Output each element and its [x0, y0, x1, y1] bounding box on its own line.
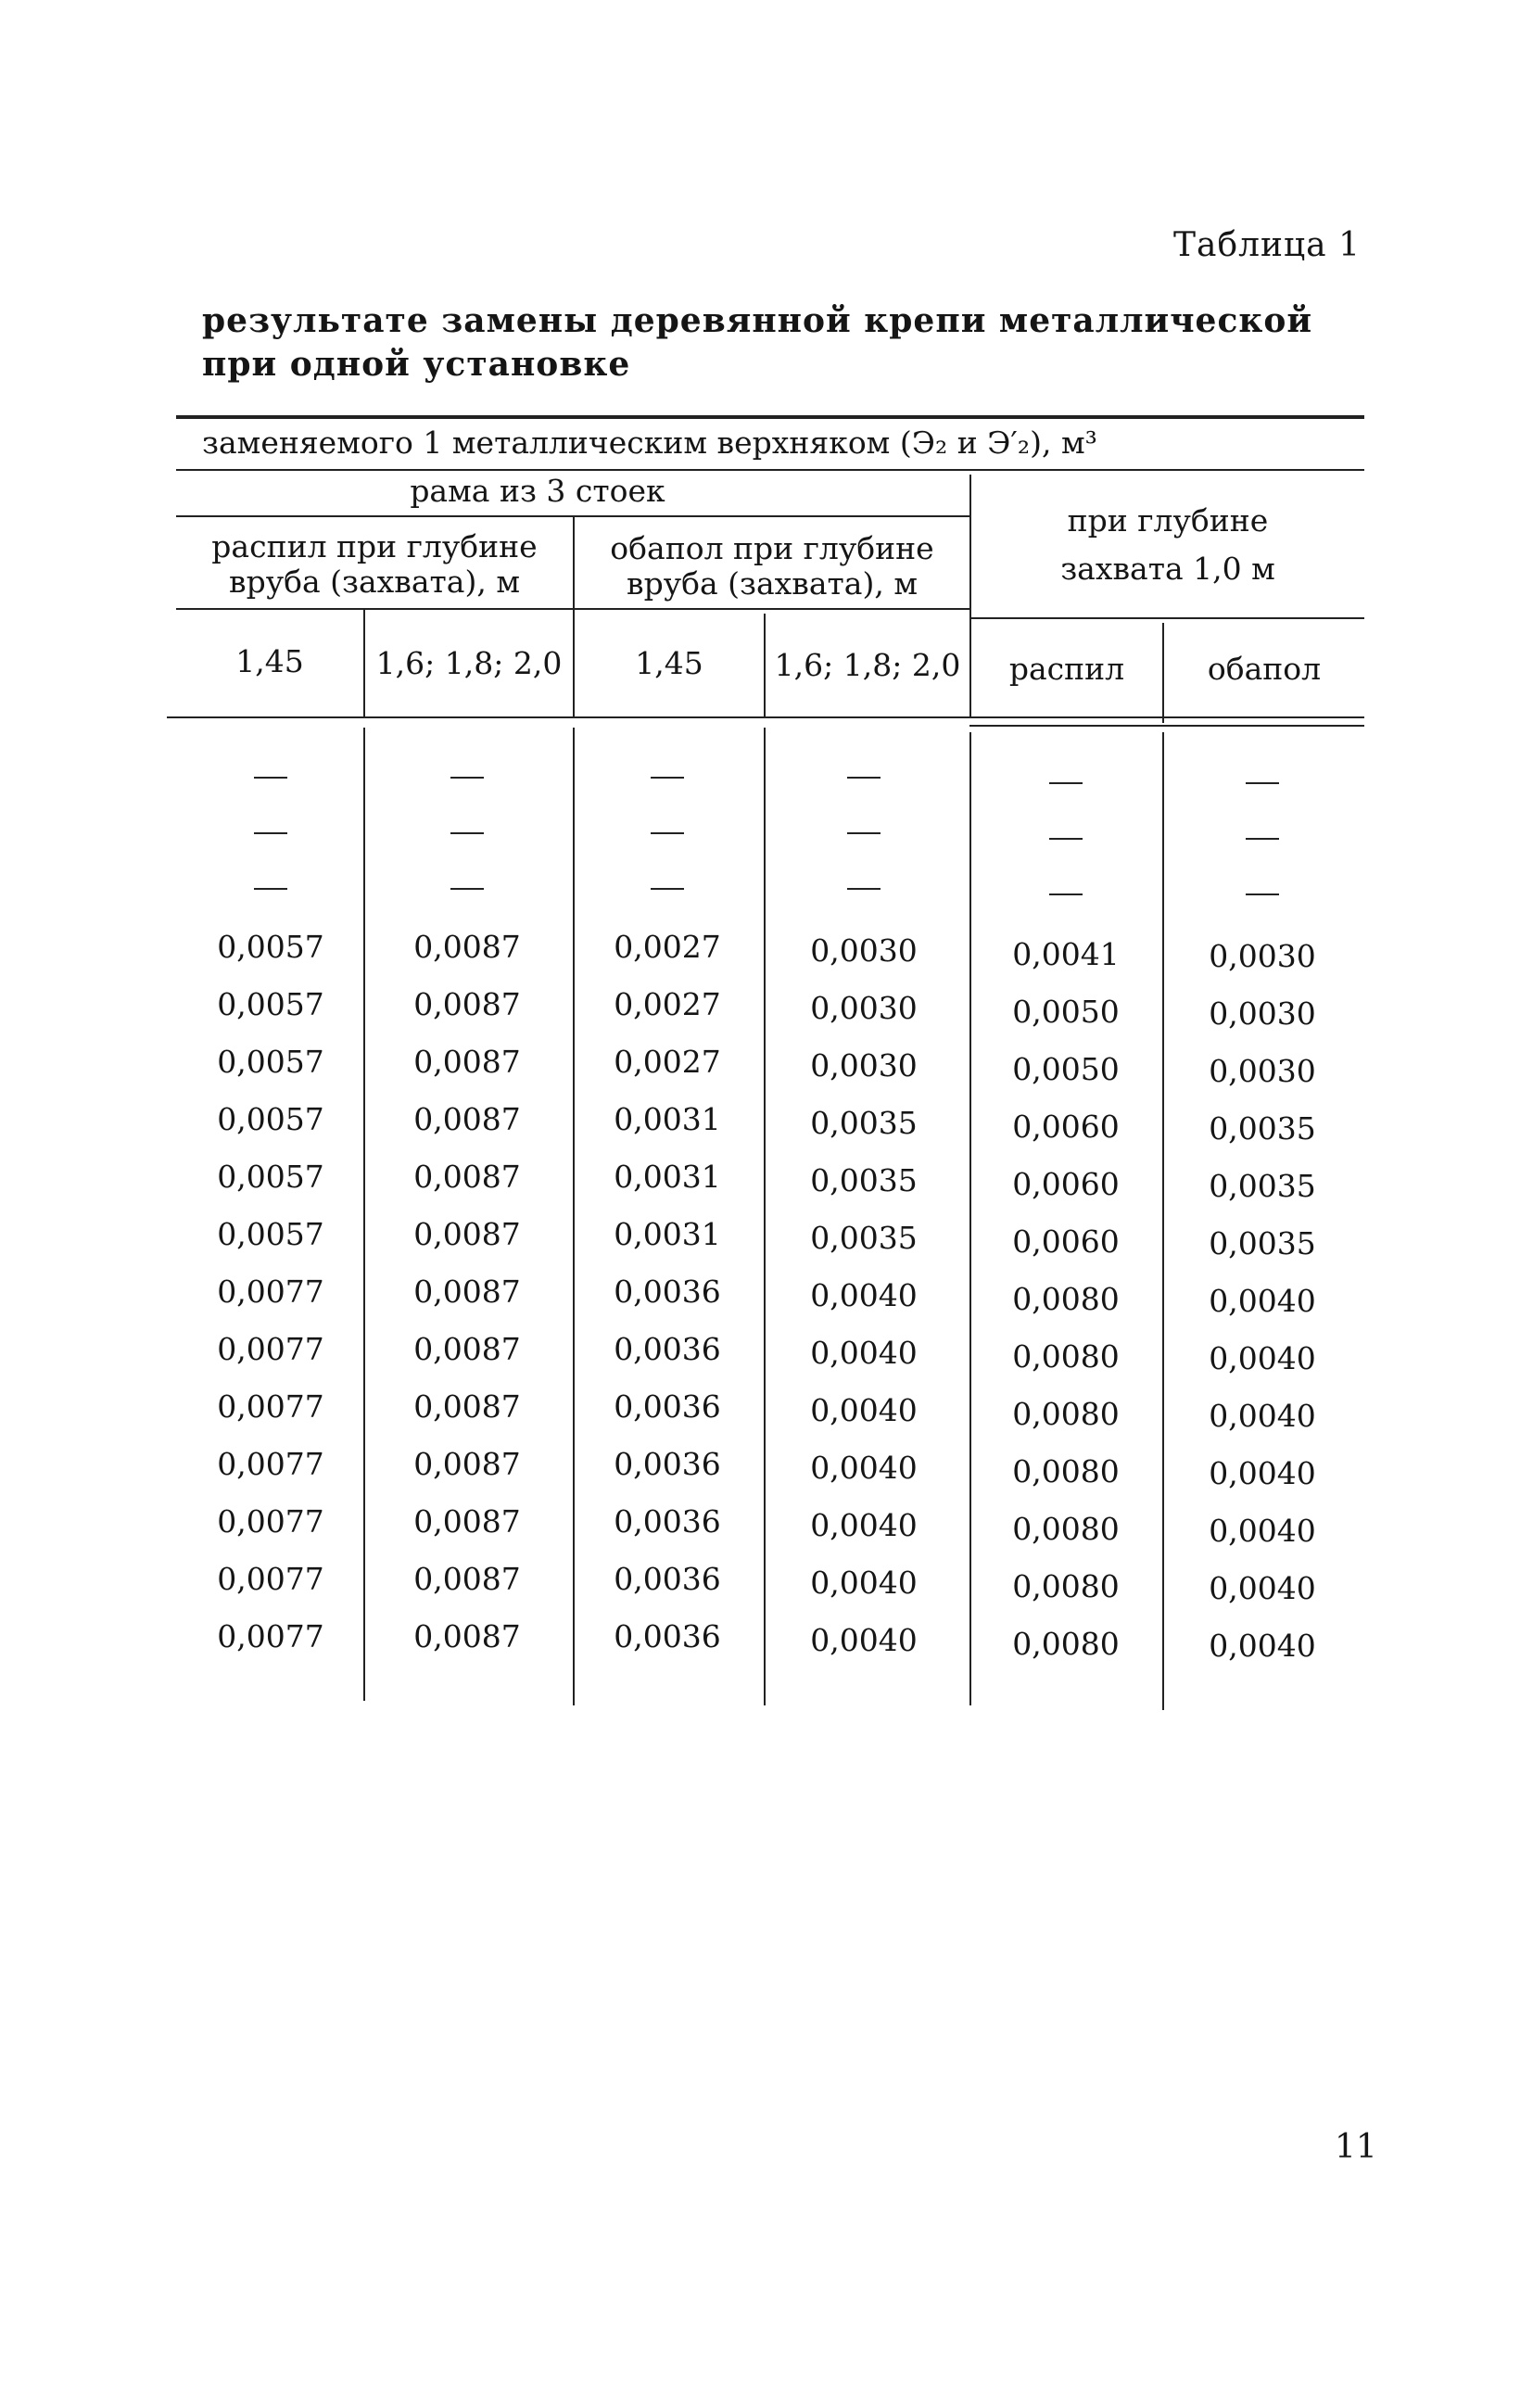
- table-cell: 0,0035: [1209, 1110, 1316, 1147]
- table-cell: 0,0030: [810, 932, 918, 969]
- column-header-5: распил: [1008, 651, 1125, 687]
- table-cell: 0,0036: [614, 1274, 721, 1310]
- header-frame-group: рама из 3 стоек: [410, 473, 665, 509]
- table-cell: 0,0040: [810, 1277, 918, 1313]
- table-cell: 0,0040: [810, 1565, 918, 1601]
- table-cell: 0,0087: [413, 1331, 521, 1367]
- column-header-6: обапол: [1207, 651, 1322, 687]
- column-divider-2-body: [573, 728, 575, 1705]
- empty-cell-dash: [1049, 893, 1083, 895]
- table-cell: 0,0080: [1012, 1396, 1120, 1432]
- empty-cell-dash: [847, 777, 881, 779]
- empty-cell-dash: [847, 832, 881, 834]
- table-cell: 0,0077: [217, 1331, 324, 1367]
- table-cell: 0,0087: [413, 1618, 521, 1654]
- table-cell: 0,0077: [217, 1618, 324, 1654]
- table-cell: 0,0050: [1012, 994, 1120, 1030]
- table-cell: 0,0027: [614, 986, 721, 1022]
- table-cell: 0,0036: [614, 1446, 721, 1482]
- table-cell: 0,0087: [413, 1216, 521, 1252]
- empty-cell-dash: [651, 777, 684, 779]
- table-cell: 0,0087: [413, 929, 521, 965]
- column-header-3: 1,45: [635, 645, 703, 681]
- table-cell: 0,0040: [810, 1622, 918, 1658]
- table-cell: 0,0077: [217, 1503, 324, 1540]
- column-header-4: 1,6; 1,8; 2,0: [774, 647, 961, 683]
- table-cell: 0,0030: [810, 990, 918, 1026]
- empty-cell-dash: [450, 832, 484, 834]
- table-cell: 0,0050: [1012, 1051, 1120, 1087]
- table-cell: 0,0040: [1209, 1570, 1316, 1606]
- table-cell: 0,0035: [810, 1220, 918, 1256]
- table-cell: 0,0060: [1012, 1223, 1120, 1260]
- subheader-rule-right: [969, 617, 1364, 619]
- table-cell: 0,0031: [614, 1159, 721, 1195]
- table-cell: 0,0087: [413, 1503, 521, 1540]
- header-depth-line-1: при глубине: [1067, 502, 1269, 539]
- empty-cell-dash: [1246, 838, 1279, 840]
- table-cell: 0,0036: [614, 1618, 721, 1654]
- table-cell: 0,0041: [1012, 936, 1120, 972]
- table-cell: 0,0077: [217, 1388, 324, 1425]
- table-cell: 0,0031: [614, 1101, 721, 1137]
- empty-cell-dash: [1246, 782, 1279, 784]
- table-cell: 0,0040: [810, 1450, 918, 1486]
- table-cell: 0,0035: [1209, 1168, 1316, 1204]
- table-cell: 0,0080: [1012, 1568, 1120, 1604]
- table-cell: 0,0057: [217, 929, 324, 965]
- table-cell: 0,0040: [810, 1507, 918, 1543]
- table-cell: 0,0077: [217, 1446, 324, 1482]
- table-cell: 0,0077: [217, 1274, 324, 1310]
- column-header-1: 1,45: [235, 643, 304, 679]
- table-cell: 0,0040: [1209, 1455, 1316, 1491]
- table-cell: 0,0027: [614, 1044, 721, 1080]
- empty-cell-dash: [254, 777, 287, 779]
- empty-cell-dash: [450, 888, 484, 890]
- table-cell: 0,0057: [217, 1159, 324, 1195]
- empty-cell-dash: [1246, 893, 1279, 895]
- table-cell: 0,0040: [1209, 1283, 1316, 1319]
- table-cell: 0,0030: [810, 1047, 918, 1084]
- table-cell: 0,0057: [217, 1101, 324, 1137]
- table-cell: 0,0040: [810, 1392, 918, 1428]
- table-cell: 0,0080: [1012, 1626, 1120, 1662]
- table-cell: 0,0031: [614, 1216, 721, 1252]
- table-cell: 0,0087: [413, 1561, 521, 1597]
- column-divider-5-body: [1162, 732, 1164, 1710]
- column-header-2: 1,6; 1,8; 2,0: [375, 645, 563, 681]
- table-cell: 0,0040: [1209, 1398, 1316, 1434]
- empty-cell-dash: [450, 777, 484, 779]
- header-raspil-line-2: вруба (захвата), м: [228, 564, 520, 600]
- empty-cell-dash: [651, 888, 684, 890]
- table-cell: 0,0040: [1209, 1628, 1316, 1664]
- header-raspil-line-1: распил при глубине: [211, 528, 538, 564]
- table-cell: 0,0087: [413, 1446, 521, 1482]
- empty-cell-dash: [254, 888, 287, 890]
- table-cell: 0,0027: [614, 929, 721, 965]
- empty-cell-dash: [847, 888, 881, 890]
- table-cell: 0,0087: [413, 1274, 521, 1310]
- table-cell: 0,0035: [810, 1162, 918, 1198]
- table-caption: заменяемого 1 металлическим верхняком (Э₂ и Э′₂), м³: [202, 425, 1097, 461]
- table-cell: 0,0060: [1012, 1109, 1120, 1145]
- table-cell: 0,0040: [1209, 1340, 1316, 1376]
- table-title-line-2: при одной установке: [202, 345, 631, 384]
- table-cell: 0,0087: [413, 1044, 521, 1080]
- empty-cell-dash: [651, 832, 684, 834]
- table-label: Таблица 1: [1173, 226, 1361, 264]
- table-cell: 0,0080: [1012, 1453, 1120, 1489]
- column-divider-3-body: [764, 728, 766, 1705]
- table-cell: 0,0035: [1209, 1225, 1316, 1261]
- table-cell: 0,0080: [1012, 1511, 1120, 1547]
- column-divider-4-body: [969, 732, 971, 1705]
- table-cell: 0,0087: [413, 1388, 521, 1425]
- header-bottom-rule-2: [969, 725, 1364, 727]
- page-number: 11: [1335, 2128, 1377, 2166]
- caption-underline: [176, 469, 1364, 471]
- table-cell: 0,0040: [1209, 1513, 1316, 1549]
- header-obapol-line-2: вруба (захвата), м: [626, 565, 918, 602]
- table-cell: 0,0077: [217, 1561, 324, 1597]
- header-obapol-line-1: обапол при глубине: [610, 530, 934, 566]
- table-cell: 0,0040: [810, 1335, 918, 1371]
- table-cell: 0,0080: [1012, 1338, 1120, 1375]
- table-cell: 0,0036: [614, 1561, 721, 1597]
- table-cell: 0,0035: [810, 1105, 918, 1141]
- table-cell: 0,0057: [217, 1216, 324, 1252]
- table-cell: 0,0060: [1012, 1166, 1120, 1202]
- table-title-line-1: результате замены деревянной крепи металлической: [202, 301, 1313, 340]
- header-bottom-rule: [167, 716, 1364, 718]
- table-cell: 0,0057: [217, 986, 324, 1022]
- table-cell: 0,0030: [1209, 938, 1316, 974]
- empty-cell-dash: [1049, 838, 1083, 840]
- table-cell: 0,0087: [413, 1101, 521, 1137]
- empty-cell-dash: [1049, 782, 1083, 784]
- table-cell: 0,0036: [614, 1388, 721, 1425]
- table-cell: 0,0030: [1209, 1053, 1316, 1089]
- empty-cell-dash: [254, 832, 287, 834]
- table-top-rule: [176, 415, 1364, 419]
- table-cell: 0,0057: [217, 1044, 324, 1080]
- table-cell: 0,0030: [1209, 995, 1316, 1032]
- table-cell: 0,0087: [413, 1159, 521, 1195]
- table-cell: 0,0036: [614, 1503, 721, 1540]
- table-cell: 0,0087: [413, 986, 521, 1022]
- table-cell: 0,0080: [1012, 1281, 1120, 1317]
- header-depth-line-2: захвата 1,0 м: [1060, 551, 1275, 587]
- table-cell: 0,0036: [614, 1331, 721, 1367]
- column-divider-1-body: [363, 728, 365, 1701]
